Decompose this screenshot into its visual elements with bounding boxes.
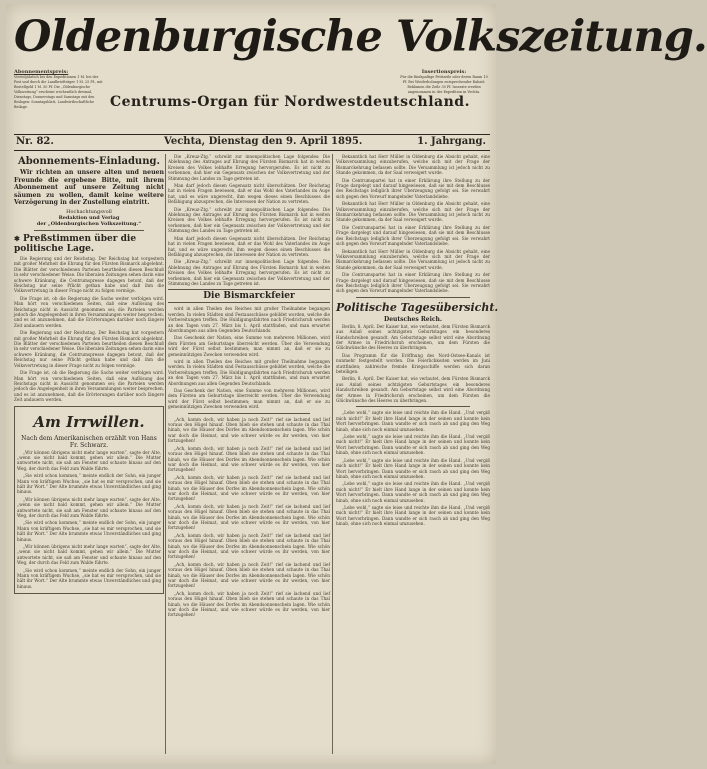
press-section-heading <box>14 234 164 254</box>
column-divider <box>332 154 333 754</box>
story-paragraph: „Wir können übrigens nicht mehr lange warten“, sagte der Alte, „wenn sie nicht bald kommt, gehen wir allein.“ Die Mutter antwortete nicht, sie saß am Fenster und schaute hinaus auf den Weg, der durch das Feld zum Walde führte. <box>17 496 161 518</box>
asterisk-icon: ✱ <box>14 233 20 243</box>
story-paragraph: „Wir können übrigens nicht mehr lange warten“, sagte der Alte, „wenn sie nicht bald kommt, gehen wir allein.“ Die Mutter antwortete nicht, sie saß am Fenster und schaute hinaus auf den Weg, der durch das Feld zum Walde führte. <box>17 449 161 471</box>
story-paragraph: „Ach, komm doch, wir haben ja noch Zeit!“ rief sie lachend und lief voraus den Hügel hinauf. Oben blieb sie stehen und schaute in das Thal hinab, wo die Häuser des Dorfes im Abendsonnenschein lagen. Wie schön war doch die Heimat, und wie schwer würde es ihr werden, von hier fortzugehen! <box>168 416 330 444</box>
column-middle <box>168 154 330 758</box>
article-paragraph: Die Centrumspartei hat in einer Erklärung ihre Stellung zu der Frage dargelegt und darauf hingewiesen, daß sie mit dem Beschlusse des Reichstags lediglich ihrer Überzeugung gefolgt sei. Sie verwahrt sich gegen den Vorwurf mangelnder Vaterlandsliebe. <box>336 224 490 247</box>
subscription-invite-text: Wir richten an unsere alten und neuen Freunde die ergebene Bitte, mit ihrem Abonnement auf unsere Zeitung nicht säumen zu wollen, damit keine weitere Verzögerung in der Zustellung eintritt. <box>14 169 164 207</box>
subscription-price-box <box>14 70 106 134</box>
column-divider <box>165 154 166 754</box>
article-paragraph: Die Frage ist, ob die Regierung die Sache weiter verfolgen wird. Man hört von verschiedenen Seiten, daß eine Auflösung des Reichstags nicht in Aussicht genommen sei; die Parteien werden jedoch die Angelegenheit in ihren Versammlungen weiter besprechen, und es ist anzunehmen, daß die Erörterungen darüber noch längere Zeit andauern werden. <box>14 370 164 403</box>
story-paragraph: „Sie wird schon kommen,“ meinte endlich der Sohn, ein junger Mann von kräftigem Wuchse, „sie hat es mir versprochen, und sie hält ihr Wort.“ Der Alte brummte etwas Unverständliches und ging hinaus. <box>17 567 161 589</box>
press-section-title: Preßstimmen über die politische Lage. <box>14 233 137 254</box>
header-rule-bottom <box>14 150 490 151</box>
masthead-subtitle: Centrums-Organ für Nordwestdeutschland. <box>110 94 470 110</box>
politics-subsection-heading: Deutsches Reich. <box>383 315 443 323</box>
article-paragraph: Die „Kreuz-Ztg.“ schreibt zur innenpolitischen Lage folgendes: Die Ablehnung des Antrages auf Ehrung des Fürsten Bismarck hat in weiten Kreisen des Volkes lebhafte Erregung hervorgerufen. Es ist nicht zu verkennen, daß hier ein Gegensatz zwischen der Volksvertretung und der Stimmung des Landes zu Tage getreten ist. <box>168 154 330 181</box>
story-paragraph: „Ach, komm doch, wir haben ja noch Zeit!“ rief sie lachend und lief voraus den Hügel hinauf. Oben blieb sie stehen und schaute in das Thal hinab, wo die Häuser des Dorfes im Abendsonnenschein lagen. Wie schön war doch die Heimat, und wie schwer würde es ihr werden, von hier fortzugehen! <box>168 532 330 560</box>
article-paragraph: Das Geschenk der Nation, eine Summe von mehreren Millionen, wird dem Fürsten am Geburtstage überreicht werden. Über die Verwendung wird der Fürst selbst bestimmen; man nimmt an, daß er sie zu gemeinnützigen Zwecken verwenden wird. <box>168 335 330 357</box>
article-paragraph: Man darf jedoch diesen Gegensatz nicht überschätzen. Der Reichstag hat in vielen Fragen bewiesen, daß er das Wohl des Vaterlandes im Auge hat, und es wäre ungerecht, ihm wegen dieses einen Beschlusses die Befähigung abzusprechen, die Interessen der Nation zu vertreten. <box>168 235 330 257</box>
issue-volume: 1. Jahrgang. <box>417 136 486 147</box>
article-paragraph: Die „Kreuz-Ztg.“ schreibt zur innenpolitischen Lage folgendes: Die Ablehnung des Antrages auf Ehrung des Fürsten Bismarck hat in weiten Kreisen des Volkes lebhafte Erregung hervorgerufen. Es ist nicht zu verkennen, daß hier ein Gegensatz zwischen der Volksvertretung und der Stimmung des Landes zu Tage getreten ist. <box>168 206 330 234</box>
header-rule-top <box>14 134 490 135</box>
story-paragraph: „Ach, komm doch, wir haben ja noch Zeit!“ rief sie lachend und lief voraus den Hügel hinauf. Oben blieb sie stehen und schaute in das Thal hinab, wo die Häuser des Dorfes im Abendsonnenschein lagen. Wie schön war doch die Heimat, und wie schwer würde es ihr werden, von hier fortzugehen! <box>168 590 330 618</box>
section-divider <box>356 297 470 298</box>
story-paragraph: „Lebe wohl,“ sagte sie leise und reichte ihm die Hand. „Und vergiß mich nicht!“ Er hielt ihre Hand lange in der seinen und konnte kein Wort hervorbringen. Dann wandte er sich rasch ab und ging den Weg hinab, ohne sich noch einmal umzusehen. <box>336 434 490 456</box>
section-divider <box>188 413 310 414</box>
article-paragraph: Die Regierung und der Reichstag. Der Reichstag hat vorgestern mit großer Mehrheit die Ehrung für den Fürsten Bismarck abgelehnt. Die Blätter der verschiedenen Parteien beurtheilen diesen Beschluß in sehr verschiedener Weise. Die liberalen Zeitungen sehen darin eine schwere Kränkung, die Centrumspresse dagegen betont, daß der Reichstag nur seine Pflicht gethan habe und daß ihm die Volksvertretung in dieser Frage nicht zu folgen vermöge. <box>14 330 164 368</box>
issue-date: Vechta, Dienstag den 9. April 1895. <box>164 136 363 147</box>
article-paragraph: Man darf jedoch diesen Gegensatz nicht überschätzen. Der Reichstag hat in vielen Fragen bewiesen, daß er das Wohl des Vaterlandes im Auge hat, und es wäre ungerecht, ihm wegen dieses einen Beschlusses die Befähigung abzusprechen, die Interessen der Nation zu vertreten. <box>168 183 330 205</box>
article-paragraph: Die Regierung und der Reichstag. Der Reichstag hat vorgestern mit großer Mehrheit die Ehrung für den Fürsten Bismarck abgelehnt. Die Blätter der verschiedenen Parteien beurtheilen diesen Beschluß in sehr verschiedener Weise. Die liberalen Zeitungen sehen darin eine schwere Kränkung, die Centrumspresse dagegen betont, daß der Reichstag nur seine Pflicht gethan habe und daß ihm die Volksvertretung in dieser Frage nicht zu folgen vermöge. <box>14 255 164 294</box>
story-paragraph: „Wir können übrigens nicht mehr lange warten“, sagte der Alte, „wenn sie nicht bald kommt, gehen wir allein.“ Die Mutter antwortete nicht, sie saß am Fenster und schaute hinaus auf den Weg, der durch das Feld zum Walde führte. <box>17 544 161 566</box>
insertion-price-text: Für die fünfspaltige Petitzeile oder deren Raum 10 Pf. Bei Wiederholungen entsprechender Rabatt. Reklamen die Zeile 30 Pf. Inserate werden angenommen in der Expedition in Vechta. <box>400 75 488 94</box>
article-paragraph: Das Programm für die Eröffnung des Nord-Ostsee-Kanals ist nunmehr festgestellt worden. Die Feierlichkeiten werden im Juni stattfinden; zahlreiche fremde Kriegsschiffe werden sich daran beteiligen. <box>336 352 490 374</box>
story-paragraph: „Lebe wohl,“ sagte sie leise und reichte ihm die Hand. „Und vergiß mich nicht!“ Er hielt ihre Hand lange in der seinen und konnte kein Wort hervorbringen. Dann wandte er sich rasch ab und ging den Weg hinab, ohne sich noch einmal umzusehen. <box>336 481 490 503</box>
feuilleton-subtitle: Nach dem Amerikanischen erzählt von Hans Fr. Schwarz. <box>21 434 157 449</box>
story-paragraph: „Sie wird schon kommen,“ meinte endlich der Sohn, ein junger Mann von kräftigem Wuchse, „sie hat es mir versprochen, und sie hält ihr Wort.“ Der Alte brummte etwas Unverständliches und ging hinaus. <box>17 520 161 542</box>
invite-signature-1: Redaktion und Verlag <box>58 214 120 221</box>
masthead-title: Oldenburgische Volkszeitung. <box>14 12 707 62</box>
story-paragraph: „Lebe wohl,“ sagte sie leise und reichte ihm die Hand. „Und vergiß mich nicht!“ Er hielt ihre Hand lange in der seinen und konnte kein Wort hervorbringen. Dann wandte er sich rasch ab und ging den Weg hinab, ohne sich noch einmal umzusehen. <box>336 410 490 432</box>
bismarck-section-heading: Die Bismarckfeier <box>168 289 330 303</box>
article-paragraph: Bekanntlich hat Herr Müller in Oldenburg die Absicht gehabt, eine Volksversammlung einzuberufen, welche sich mit der Frage der Bismarckehrung befassen sollte. Die Versammlung ist jedoch nicht zu Stande gekommen, da der Saal verweigert wurde. <box>336 201 490 223</box>
feuilleton-title: Am Irrwillen. <box>33 412 145 431</box>
article-paragraph: Bekanntlich hat Herr Müller in Oldenburg die Absicht gehabt, eine Volksversammlung einzuberufen, welche sich mit der Frage der Bismarckehrung befassen sollte. Die Versammlung ist jedoch nicht zu Stande gekommen, da der Saal verweigert wurde. <box>336 154 490 176</box>
story-paragraph: „Lebe wohl,“ sagte sie leise und reichte ihm die Hand. „Und vergiß mich nicht!“ Er hielt ihre Hand lange in der seinen und konnte kein Wort hervorbringen. Dann wandte er sich rasch ab und ging den Weg hinab, ohne sich noch einmal umzusehen. <box>336 457 490 479</box>
feuilleton-box <box>14 406 164 595</box>
subscription-price-heading: Abonnementspreis: <box>14 69 69 75</box>
invite-signature-2: der „Oldenburgischen Volkszeitung.“ <box>36 220 142 227</box>
story-paragraph: „Ach, komm doch, wir haben ja noch Zeit!“ rief sie lachend und lief voraus den Hügel hinauf. Oben blieb sie stehen und schaute in das Thal hinab, wo die Häuser des Dorfes im Abendsonnenschein lagen. Wie schön war doch die Heimat, und wie schwer würde es ihr werden, von hier fortzugehen! <box>168 503 330 531</box>
column-right <box>336 154 499 758</box>
story-paragraph: „Ach, komm doch, wir haben ja noch Zeit!“ rief sie lachend und lief voraus den Hügel hinauf. Oben blieb sie stehen und schaute in das Thal hinab, wo die Häuser des Dorfes im Abendsonnenschein lagen. Wie schön war doch die Heimat, und wie schwer würde es ihr werden, von hier fortzugehen! <box>168 561 330 589</box>
dateline <box>14 136 490 150</box>
section-divider <box>34 230 144 231</box>
insertion-price-heading: Insertionspreis: <box>421 69 467 75</box>
invite-greeting: Hochachtungsvoll <box>66 208 112 215</box>
article-paragraph: Das Geschenk der Nation, eine Summe von mehreren Millionen, wird dem Fürsten am Geburtstage überreicht werden. Über die Verwendung wird der Fürst selbst bestimmen; man nimmt an, daß er sie zu gemeinnützigen Zwecken verwenden wird. <box>168 388 330 410</box>
newspaper-page <box>6 4 707 764</box>
article-paragraph: Berlin, 8. April. Der Kaiser hat, wie verlautet, dem Fürsten Bismarck aus Anlaß seines achtzigsten Geburtstages ein besonderes Handschreiben gesandt. Am Geburtstage selbst wird eine Abordnung der Armee in Friedrichsruh erscheinen, um dem Fürsten die Glückwünsche des Heeres zu überbringen. <box>336 323 490 351</box>
subscription-invite-heading: Abonnements-Einladung. <box>18 156 160 167</box>
article-paragraph: wird in allen Theilen des Reiches mit großer Theilnahme begangen werden. In vielen Städten sind Festausschüsse gebildet worden, welche die Vorbereitungen treffen. Die Huldigungsfahrten nach Friedrichsruh werden an den Tagen vom 27. März bis 1. April stattfinden, und man erwartet Abordnungen aus allen Gegenden Deutschlands. <box>168 359 330 386</box>
story-paragraph: „Lebe wohl,“ sagte sie leise und reichte ihm die Hand. „Und vergiß mich nicht!“ Er hielt ihre Hand lange in der seinen und konnte kein Wort hervorbringen. Dann wandte er sich rasch ab und ging den Weg hinab, ohne sich noch einmal umzusehen. <box>336 504 490 527</box>
column-left <box>14 154 164 758</box>
article-paragraph: Berlin, 8. April. Der Kaiser hat, wie verlautet, dem Fürsten Bismarck aus Anlaß seines achtzigsten Geburtstages ein besonderes Handschreiben gesandt. Am Geburtstage selbst wird eine Abordnung der Armee in Friedrichsruh erscheinen, um dem Fürsten die Glückwünsche des Heeres zu überbringen. <box>336 376 490 404</box>
article-paragraph: wird in allen Theilen des Reiches mit großer Theilnahme begangen werden. In vielen Städten sind Festausschüsse gebildet worden, welche die Vorbereitungen treffen. Die Huldigungsfahrten nach Friedrichsruh werden an den Tagen vom 27. März bis 1. April stattfinden, und man erwartet Abordnungen aus allen Gegenden Deutschlands. <box>168 306 330 333</box>
article-paragraph: Bekanntlich hat Herr Müller in Oldenburg die Absicht gehabt, eine Volksversammlung einzuberufen, welche sich mit der Frage der Bismarckehrung befassen sollte. Die Versammlung ist jedoch nicht zu Stande gekommen, da der Saal verweigert wurde. <box>336 248 490 270</box>
issue-number: Nr. 82. <box>16 136 54 147</box>
story-paragraph: „Ach, komm doch, wir haben ja noch Zeit!“ rief sie lachend und lief voraus den Hügel hinauf. Oben blieb sie stehen und schaute in das Thal hinab, wo die Häuser des Dorfes im Abendsonnenschein lagen. Wie schön war doch die Heimat, und wie schwer würde es ihr werden, von hier fortzugehen! <box>168 474 330 502</box>
politics-section-heading: Politische Tagesübersicht. <box>336 300 499 314</box>
story-paragraph: „Sie wird schon kommen,“ meinte endlich der Sohn, ein junger Mann von kräftigem Wuchse, „sie hat es mir versprochen, und sie hält ihr Wort.“ Der Alte brummte etwas Unverständliches und ging hinaus. <box>17 473 161 495</box>
article-paragraph: Die Frage ist, ob die Regierung die Sache weiter verfolgen wird. Man hört von verschiedenen Seiten, daß eine Auflösung des Reichstags nicht in Aussicht genommen sei; die Parteien werden jedoch die Angelegenheit in ihren Versammlungen weiter besprechen, und es ist anzunehmen, daß die Erörterungen darüber noch längere Zeit andauern werden. <box>14 295 164 328</box>
subscription-price-text: Vierteljährlich bei den Expeditionen 1 M. bei der Post und durch die Landbriefträger 1 M. 25 Pf., mit Bestellgeld 1 M. 50 Pf. Die „Oldenburgische Volkszeitung“ erscheint wöchentlich dreimal, Dienstags, Donnerstags und Samstags mit den Beilagen: Sonntagsblatt, Landwirthschaftliche Beilage. <box>14 75 103 109</box>
insertion-price-box <box>398 70 490 134</box>
article-paragraph: Die Centrumspartei hat in einer Erklärung ihre Stellung zu der Frage dargelegt und darauf hingewiesen, daß sie mit dem Beschlusse des Reichstags lediglich ihrer Überzeugung gefolgt sei. Sie verwahrt sich gegen den Vorwurf mangelnder Vaterlandsliebe. <box>336 272 490 294</box>
story-paragraph: „Ach, komm doch, wir haben ja noch Zeit!“ rief sie lachend und lief voraus den Hügel hinauf. Oben blieb sie stehen und schaute in das Thal hinab, wo die Häuser des Dorfes im Abendsonnenschein lagen. Wie schön war doch die Heimat, und wie schwer würde es ihr werden, von hier fortzugehen! <box>168 445 330 473</box>
article-paragraph: Die „Kreuz-Ztg.“ schreibt zur innenpolitischen Lage folgendes: Die Ablehnung des Antrages auf Ehrung des Fürsten Bismarck hat in weiten Kreisen des Volkes lebhafte Erregung hervorgerufen. Es ist nicht zu verkennen, daß hier ein Gegensatz zwischen der Volksvertretung und der Stimmung des Landes zu Tage getreten ist. <box>168 259 330 286</box>
article-paragraph: Die Centrumspartei hat in einer Erklärung ihre Stellung zu der Frage dargelegt und darauf hingewiesen, daß sie mit dem Beschlusse des Reichstags lediglich ihrer Überzeugung gefolgt sei. Sie verwahrt sich gegen den Vorwurf mangelnder Vaterlandsliebe. <box>336 177 490 199</box>
section-divider <box>356 406 470 407</box>
